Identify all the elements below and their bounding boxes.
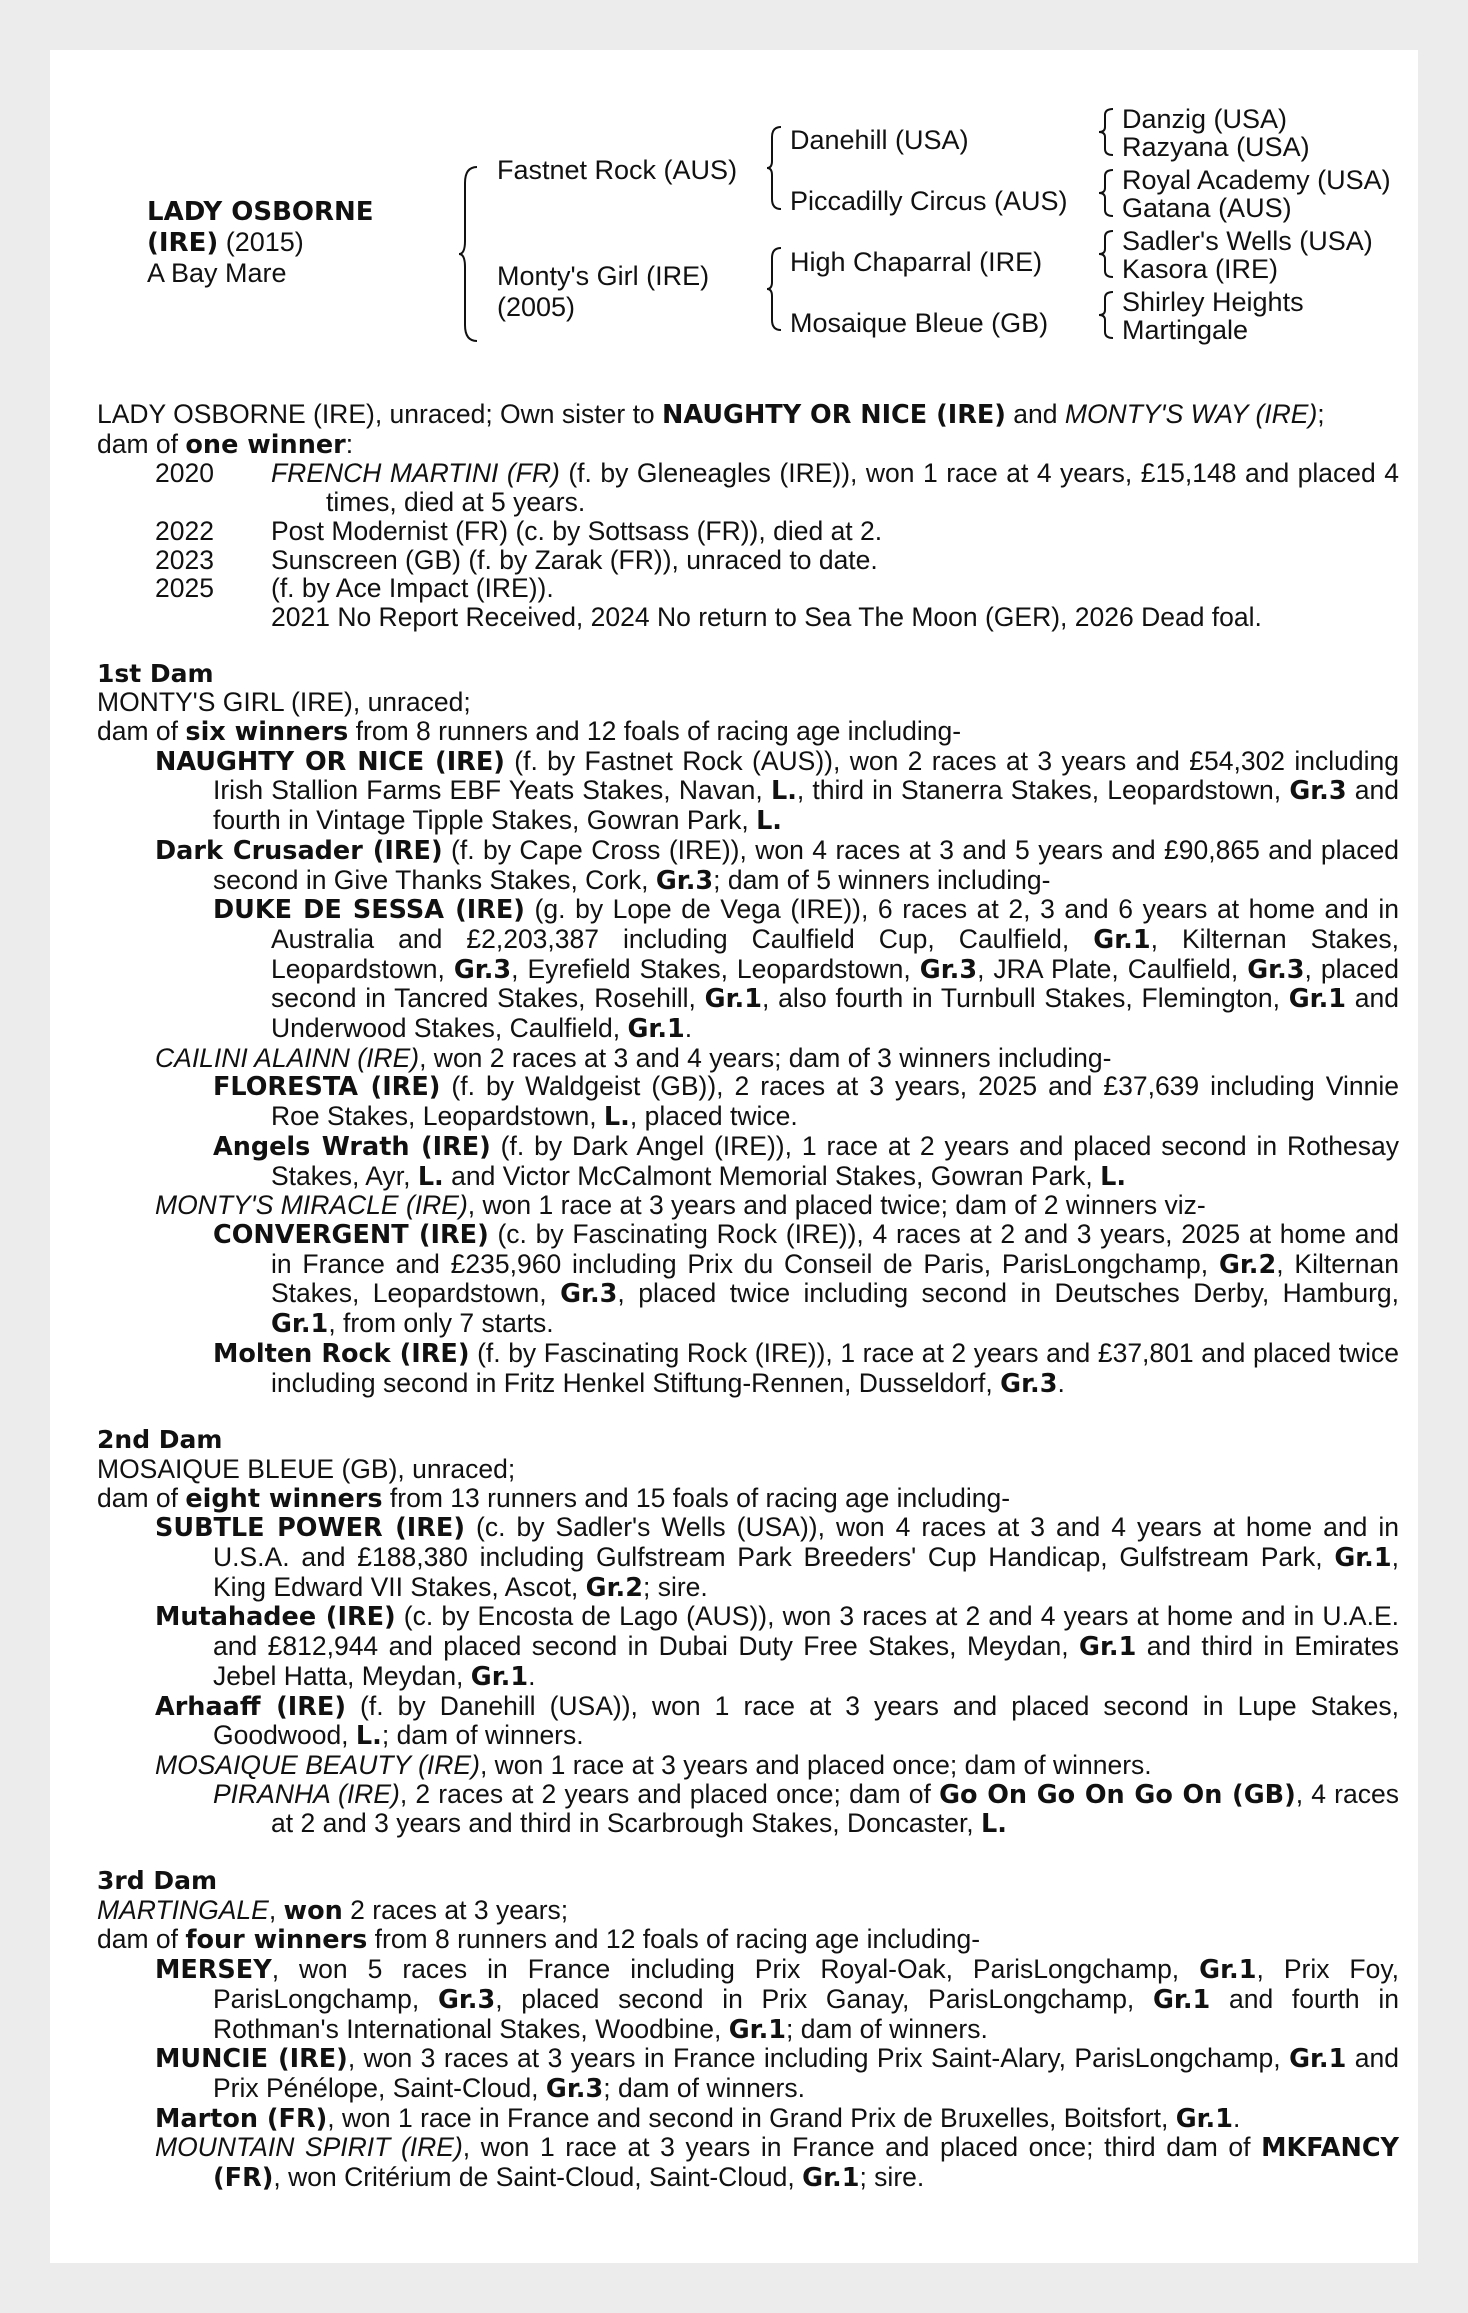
text-run: , third in Stanerra Stakes, Leopardstown,: [796, 775, 1290, 806]
dam-brace-icon: [767, 246, 783, 332]
produce-entry: [97, 2133, 1399, 2192]
bold-text: Gr.3: [919, 954, 978, 985]
bold-text: CONVERGENT (IRE): [213, 1219, 489, 1250]
dam-dam: Mosaique Bleue (GB): [790, 308, 1049, 338]
offspring-details: [271, 517, 1399, 546]
text-run: ,: [268, 1894, 284, 1925]
second-dam-heading: 2nd Dam: [97, 1425, 223, 1455]
bold-text: Gr.3: [560, 1279, 618, 1310]
text-run: , placed twice including second in Deutsches Derby, Hamburg,: [617, 1278, 1400, 1309]
text-run: , Kilternan Stakes, Leopardstown,: [271, 923, 1399, 984]
third-dam-heading: 3rd Dam: [97, 1866, 217, 1896]
produce-entry: [97, 895, 1399, 1044]
text-run: (c. by Sadler's Wells (USA)), won 4 races at 3 and 4 years at home and in U.S.A. and £188,380 including Gulfstream Park Breeders' Cup Handicap, Gulfstream Park,: [213, 1512, 1399, 1573]
g3-sds: Royal Academy (USA): [1122, 165, 1391, 195]
offspring-details: [271, 574, 1399, 603]
bold-text: L.: [756, 806, 782, 837]
text-run: , placed second in Prix Ganay, ParisLongchamp,: [495, 1983, 1153, 2014]
sire-dam: Piccadilly Circus (AUS): [790, 186, 1068, 216]
text-run: and third in Emirates Jebel Hatta, Meydan,: [213, 1631, 1399, 1691]
text-run: ; dam of winners.: [786, 2013, 988, 2044]
bold-text: L.: [355, 1721, 382, 1752]
text-run: ; sire.: [859, 2162, 925, 2193]
spacer: [97, 1839, 1399, 1867]
sire-name: Fastnet Rock (AUS): [497, 155, 738, 185]
bold-text: Gr.2: [1218, 1249, 1277, 1280]
bold-text: Gr.1: [1289, 2044, 1347, 2075]
text-run: and fourth in Rothman's International Stakes, Woodbine,: [213, 1983, 1399, 2044]
dam-summary-line: [97, 1484, 1399, 1514]
produce-entry: [97, 1692, 1399, 1751]
dam-of-line: [97, 430, 1399, 460]
text-run: LADY OSBORNE (IRE), unraced; Own sister to: [97, 399, 663, 429]
main-brace-icon: [459, 165, 481, 343]
bold-text: Gr.3: [655, 865, 714, 896]
offspring-year: 2025: [155, 573, 214, 604]
g3-dss: Sadler's Wells (USA): [1122, 226, 1373, 256]
text-run: .: [528, 1660, 536, 1691]
g3-ssd: Razyana (USA): [1122, 132, 1310, 162]
sire-sire: Danehill (USA): [790, 125, 969, 155]
produce-entry: [97, 2104, 1399, 2134]
text-run: , placed second in Tancred Stakes, Rosehill,: [271, 953, 1399, 1014]
bold-text: MUNCIE (IRE): [155, 2044, 348, 2075]
text-run: and Underwood Stakes, Caulfield,: [271, 983, 1399, 1044]
bold-text: L.: [417, 1161, 444, 1192]
bold-text: Angels Wrath (IRE): [213, 1131, 491, 1162]
text-run: , King Edward VII Stakes, Ascot,: [213, 1542, 1399, 1602]
dam-year: (2005): [497, 292, 576, 322]
produce-entry: [97, 1072, 1399, 1131]
bold-text: Marton (FR): [155, 2103, 328, 2134]
text-run: , 4 races at 2 and 3 years and third in Scarbrough Stakes, Doncaster,: [271, 1778, 1399, 1839]
italic-text: MONTY'S MIRACLE (IRE): [155, 1190, 468, 1221]
bold-text: Dark Crusader (IRE): [155, 835, 443, 866]
produce-entry: [97, 1220, 1399, 1339]
offspring-row: [97, 517, 1399, 546]
italic-text: MARTINGALE: [97, 1894, 269, 1925]
bold-text: FLORESTA (IRE): [213, 1072, 441, 1103]
produce-entry: [97, 1044, 1399, 1073]
subject-name-line2: [147, 227, 374, 258]
italic-text: FRENCH MARTINI (FR): [271, 458, 560, 489]
text-run: (f. by Dark Angel (IRE)), 1 race at 2 years and placed second in Rothesay Stakes, Ayr,: [271, 1130, 1399, 1191]
bold-text: six winners: [185, 717, 349, 748]
produce-entry: [97, 1602, 1399, 1691]
text-run: and Prix Pénélope, Saint-Cloud,: [213, 2043, 1400, 2103]
text-run: ; sire.: [642, 1571, 708, 1602]
text-run: , placed twice.: [629, 1101, 798, 1132]
text-run: .: [684, 1013, 693, 1044]
text-run: (f. by Waldgeist (GB)), 2 races at 3 years, 2025 and £37,639 including Vinnie Roe Stakes, Leopardstown,: [271, 1071, 1399, 1132]
italic-text: CAILINI ALAINN (IRE): [155, 1042, 420, 1073]
text-run: (c. by Encosta de Lago (AUS)), won 3 races at 2 and 4 years at home and in U.A.E. and £812,944 and placed second in Dubai Duty Free Stakes, Meydan,: [213, 1601, 1400, 1662]
italic-text: PIRANHA (IRE): [213, 1778, 400, 1809]
text-run: , 2 races at 2 years and placed once; dam of: [399, 1778, 940, 1809]
italic-text: MONTY'S WAY (IRE): [1064, 399, 1318, 429]
bold-text: Gr.3: [453, 954, 512, 985]
bold-text: Gr.3: [545, 2073, 604, 2104]
dam-summary-line: [97, 1925, 1399, 1955]
text-run: , won Critérium de Saint-Cloud, Saint-Cloud,: [273, 2162, 803, 2193]
bold-text: Mutahadee (IRE): [155, 1602, 396, 1633]
bold-text: won: [283, 1895, 343, 1926]
bold-text: one winner: [185, 429, 346, 460]
text-run: :: [345, 428, 354, 459]
produce-entry: [97, 1339, 1399, 1398]
text-run: dam of: [97, 428, 186, 459]
text-run: , won 3 races at 3 years in France including Prix Saint-Alary, ParisLongchamp,: [347, 2043, 1290, 2074]
brace-icon: [1099, 107, 1115, 157]
brace-icon: [1099, 168, 1115, 218]
offspring-row: [97, 546, 1399, 575]
bold-text: Gr.1: [1175, 2103, 1233, 2134]
bold-text: Gr.1: [704, 984, 762, 1015]
sire-brace-icon: [767, 125, 783, 211]
intro-paragraph: [97, 400, 1399, 430]
text-run: , also fourth in Turnbull Stakes, Flemington,: [761, 983, 1289, 1014]
bold-text: Gr.3: [1289, 776, 1347, 807]
bold-text: Go On Go On Go On (GB): [939, 1779, 1296, 1810]
bold-text: DUKE DE SESSA (IRE): [213, 895, 525, 926]
bold-text: Gr.3: [1000, 1368, 1058, 1399]
bold-text: Gr.1: [1288, 984, 1347, 1015]
g3-sdd: Gatana (AUS): [1122, 193, 1292, 223]
bold-text: Gr.1: [1079, 1632, 1137, 1663]
text-run: ;: [1317, 399, 1325, 429]
text-run: , won 2 races at 3 and 4 years; dam of 3 winners including-: [419, 1042, 1112, 1073]
text-run: and fourth in Vintage Tipple Stakes, Gowran Park,: [213, 775, 1400, 836]
bold-text: Gr.1: [627, 1014, 685, 1045]
bold-text: four winners: [185, 1925, 368, 1956]
text-run: ; dam of winners.: [603, 2072, 805, 2103]
bold-text: L.: [1100, 1161, 1127, 1192]
text-run: and: [1005, 399, 1065, 429]
catalogue-text: [97, 400, 1399, 2193]
text-run: , won 1 race in France and second in Grand Prix de Bruxelles, Boitsfort,: [327, 2102, 1176, 2133]
text-run: , won 1 race at 3 years and placed once; dam of winners.: [479, 1749, 1152, 1780]
text-run: (f. by Fastnet Rock (AUS)), won 2 races at 3 years and £54,302 including Irish Stallion Farms EBF Yeats Stakes, Navan,: [213, 745, 1400, 806]
text-run: MONTY'S GIRL (IRE), unraced;: [97, 687, 471, 718]
g3-dsd: Kasora (IRE): [1122, 254, 1279, 284]
offspring-year: 2022: [155, 515, 214, 546]
bold-text: Gr.3: [437, 1984, 496, 2015]
bold-text: Gr.3: [1247, 954, 1305, 985]
bold-text: Gr.1: [802, 2163, 860, 2194]
offspring-note: 2021 No Report Received, 2024 No return to Sea The Moon (GER), 2026 Dead foal.: [271, 601, 1262, 632]
bold-text: NAUGHTY OR NICE (IRE): [155, 746, 505, 777]
bold-text: Gr.1: [1152, 1984, 1211, 2015]
pedigree-table: [97, 50, 1417, 380]
bold-text: SUBTLE POWER (IRE): [155, 1513, 466, 1544]
text-run: 2 races at 3 years;: [342, 1894, 569, 1925]
text-run: from 8 runners and 12 foals of racing age including-: [367, 1924, 981, 1955]
bold-text: Gr.1: [470, 1661, 529, 1692]
produce-entry: [97, 2044, 1399, 2103]
text-run: (f. by Danehill (USA)), won 1 race at 3 years and placed second in Lupe Stakes, Goodwood,: [213, 1690, 1400, 1751]
text-run: (c. by Fascinating Rock (IRE)), 4 races at 2 and 3 years, 2025 at home and in France and £235,960 including Prix du Conseil de Paris, ParisLongchamp,: [271, 1218, 1399, 1279]
bold-text: MKFANCY (FR): [213, 2133, 1399, 2194]
bold-text: Gr.1: [728, 2014, 787, 2045]
offspring-year: 2020: [155, 458, 214, 489]
offspring-year: 2023: [155, 544, 214, 575]
dam-name: Monty's Girl (IRE): [497, 261, 710, 291]
offspring-row: [97, 574, 1399, 603]
g3-sss: Danzig (USA): [1122, 104, 1288, 134]
text-run: MOSAIQUE BLEUE (GB), unraced;: [97, 1453, 516, 1484]
bold-text: L.: [770, 776, 797, 807]
subject-year: (2015): [225, 227, 304, 257]
produce-entry: [97, 1513, 1399, 1602]
dam-sire: High Chaparral (IRE): [790, 247, 1043, 277]
bold-text: L.: [603, 1102, 630, 1133]
produce-entry: [97, 747, 1399, 836]
italic-text: MOSAIQUE BEAUTY (IRE): [155, 1749, 480, 1780]
text-run: (f. by Fascinating Rock (IRE)), 1 race at 2 years and £37,801 and placed twice including second in Fritz Henkel Stiftung-Rennen, Dusseldorf,: [271, 1337, 1399, 1398]
offspring-list: [97, 459, 1399, 603]
text-run: , Kilternan Stakes, Leopardstown,: [271, 1248, 1399, 1309]
text-run: , won 1 race at 3 years and placed twice; dam of 2 winners viz-: [467, 1190, 1206, 1221]
text-run: , from only 7 starts.: [328, 1308, 554, 1339]
text-run: , Prix Foy, ParisLongchamp,: [213, 1954, 1400, 2014]
offspring-details: [271, 546, 1399, 575]
bold-text: Gr.1: [271, 1309, 329, 1340]
text-run: (f. by Ace Impact (IRE)).: [271, 573, 554, 604]
dam-summary-line: [97, 1896, 1399, 1926]
bold-text: L.: [981, 1809, 1007, 1840]
text-run: Post Modernist (FR) (c. by Sottsass (FR)), died at 2.: [271, 515, 883, 546]
produce-entry: [97, 1955, 1399, 2044]
text-run: .: [1057, 1367, 1065, 1398]
text-run: , Eyrefield Stakes, Leopardstown,: [511, 953, 920, 984]
text-run: ; dam of 5 winners including-: [713, 864, 1051, 895]
bold-text: Molten Rock (IRE): [213, 1338, 470, 1369]
text-run: , won 5 races in France including Prix Royal-Oak, ParisLongchamp,: [271, 1954, 1200, 1985]
text-run: and Victor McCalmont Memorial Stakes, Gowran Park,: [443, 1160, 1101, 1191]
italic-text: MOUNTAIN SPIRIT (IRE): [155, 2132, 463, 2163]
text-run: dam of: [97, 716, 186, 747]
offspring-row: [97, 459, 1399, 516]
subject-block: [147, 197, 374, 288]
bold-text: Gr.1: [1199, 1955, 1257, 1986]
dam-summary-line: [97, 717, 1399, 747]
bold-text: NAUGHTY OR NICE (IRE): [662, 400, 1006, 430]
first-dam-heading: 1st Dam: [97, 658, 214, 688]
text-run: dam of: [97, 1924, 186, 1955]
text-run: dam of: [97, 1482, 186, 1513]
offspring-details: [271, 459, 1399, 516]
text-run: ; dam of winners.: [381, 1720, 584, 1751]
text-run: , JRA Plate, Caulfield,: [977, 953, 1248, 984]
text-run: from 13 runners and 15 foals of racing age including-: [382, 1482, 1011, 1513]
g3-ddd: Martingale: [1122, 315, 1249, 345]
text-run: Sunscreen (GB) (f. by Zarak (FR)), unraced to date.: [271, 544, 878, 575]
bold-text: Gr.1: [1334, 1543, 1392, 1574]
text-run: (f. by Cape Cross (IRE)), won 4 races at 3 and 5 years and £90,865 and placed second in Give Thanks Stakes, Cork,: [213, 834, 1400, 895]
produce-entry: [97, 1191, 1399, 1220]
bold-text: Arhaaff (IRE): [155, 1691, 346, 1722]
produce-entry: [97, 1780, 1399, 1839]
dam-summary-line: [97, 1455, 1399, 1484]
catalogue-page: [50, 50, 1418, 2263]
bold-text: eight winners: [185, 1483, 383, 1514]
text-run: , won 1 race at 3 years in France and placed once; third dam of: [462, 2132, 1262, 2163]
text-run: (g. by Lope de Vega (IRE)), 6 races at 2, 3 and 6 years at home and in Australia and £2,203,387 including Caulfield Cup, Caulfield,: [271, 894, 1399, 954]
bold-text: Gr.1: [1093, 924, 1151, 955]
text-run: .: [1233, 2102, 1241, 2133]
bold-text: Gr.2: [585, 1572, 643, 1603]
subject-name: LADY OSBORNE: [147, 197, 374, 227]
text-run: from 8 runners and 12 foals of racing age including-: [348, 716, 962, 747]
subject-description: A Bay Mare: [147, 258, 287, 288]
third-dam-section: [97, 1896, 1399, 2193]
bold-text: MERSEY: [155, 1955, 272, 1986]
spacer: [97, 632, 1399, 660]
g3-dds: Shirley Heights: [1122, 287, 1304, 317]
produce-entry: [97, 1132, 1399, 1191]
produce-entry: [97, 1751, 1399, 1780]
subject-suffix: (IRE): [147, 228, 219, 258]
second-dam-section: [97, 1455, 1399, 1839]
produce-entry: [97, 836, 1399, 895]
first-dam-section: [97, 688, 1399, 1398]
dam-summary-line: [97, 688, 1399, 717]
text-run: (f. by Gleneagles (IRE)), won 1 race at 4 years, £15,148 and placed 4 times, died at 5 years.: [326, 458, 1399, 518]
spacer: [97, 1398, 1399, 1426]
brace-icon: [1099, 290, 1115, 340]
brace-icon: [1099, 229, 1115, 279]
